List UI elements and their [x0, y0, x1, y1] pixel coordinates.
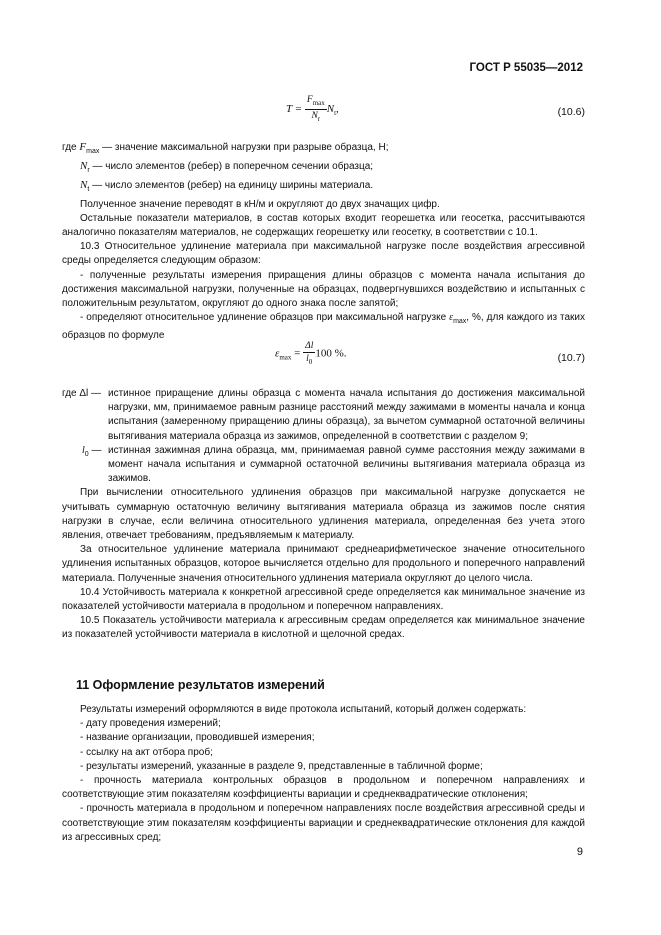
paragraph: Остальные показатели материалов, в состав которых входит георешетка или геосетка, рассчитываются аналогично показателям материалов, не содержащих георешетку или геосетку, в соответствии с 10.1. — [62, 212, 585, 239]
paragraph: Результаты измерений оформляются в виде протокола испытаний, который должен содержать: — [80, 704, 527, 715]
def-delta-l: где Δl — истинное приращение длины образца с момента начала испытания до достижения максимальной нагрузки, мм, принимаемое равным разнице расстояний между зажимами в моменты начала и конца испытания (замеренному приращению длины образца), за вычетом суммарной остаточной величины вытягивания материала образца из зажимов, определенной в соответствии с разделом 9; — [62, 388, 585, 442]
formula-10-7: $\varepsilon_{max}$ = $\frac{\Delta l}{l_0}$ 100 %. (10.7) — [275, 341, 585, 366]
definitions-10-7 — [62, 387, 585, 643]
list-item: - ссылку на акт отбора проб; — [80, 746, 213, 758]
paragraph: - полученные результаты измерения приращения длины образцов с момента начала испытания до достижения максимальной нагрузки, полученные на образцах, подвергнувшихся воздействию и испытанных с положительным результатом, округляют до одного знака после запятой; — [62, 269, 585, 310]
paragraph: Полученное значение переводят в кН/м и округляют до двух значащих цифр. — [80, 198, 440, 210]
formula-fraction: $\frac{\Delta l}{l_0}$ — [305, 341, 314, 366]
paragraph: За относительное удлинение материала принимают среднеарифметическое значение относительного удлинения испытанных образцов, которое вычисляется отдельно для продольного и поперечного направлений материала. Полученные значения относительного удлинения материала округляют до целого числа. — [62, 544, 585, 584]
def-l0: $l_0$ — истинная зажимная длина образца, мм, принимаемая равной сумме расстояния между зажимами в момент начала испытания и суммарной остаточной величины вытягивания материала образца из зажимов. — [82, 444, 585, 485]
list-item: - название организации, проводившей измерения; — [80, 732, 315, 744]
definitions-10-6 — [62, 140, 585, 344]
section-title: 11 Оформление результатов измерений — [76, 678, 325, 692]
formula-10-6: T = $\frac{F_{max}}{N_r}$ $N_t$, (10.6) — [286, 95, 585, 123]
def-nr: $N_r$ — число элементов (ребер) в поперечном сечении образца; — [80, 160, 374, 175]
def-fmax: где $F_{max}$ — значение максимальной нагрузки при разрыве образца, Н; — [62, 141, 389, 155]
page-number: 9 — [576, 846, 583, 858]
formula-number: (10.7) — [557, 352, 585, 364]
paragraph: 10.4 Устойчивость материала к конкретной агрессивной среде определяется как минимальное значение из показателей устойчивости материала в продольном и поперечном направлениях. — [62, 586, 585, 613]
def-nt: $N_t$ — число элементов (ребер) на единицу ширины материала. — [80, 179, 374, 194]
formula-fraction: $\frac{F_{max}}{N_r}$ — [306, 95, 325, 123]
formula-lhs: T = — [286, 102, 303, 115]
paragraph: 10.3 Относительное удлинение материала при максимальной нагрузке после воздействия агрессивной среды определяется следующим образом: — [62, 241, 585, 267]
paragraph: 10.5 Показатель устойчивости материала к агрессивным средам определяется как минимальное значение из показателей устойчивости материала в кислотной и щелочной средах. — [62, 615, 585, 641]
standard-header: ГОСТ Р 55035—2012 — [469, 62, 583, 74]
list-item: - результаты измерений, указанные в разделе 9, представленные в табличной форме; — [80, 760, 483, 772]
section-11-body — [62, 703, 585, 845]
list-item: - прочность материала в продольном и поперечном направлениях после воздействия агрессивной среды и соответствующие этим показателям коэффициенты вариации и среднеквадратические отклонения для каждой из агрессивных сред; — [62, 803, 585, 843]
paragraph: При вычислении относительного удлинения образцов при максимальной нагрузке допускается не учитывать суммарную остаточную величину вытягивания материала образца из зажимов после снятия нагрузки в случае, если величина относительного удлинения материала, определенная без учета этого явления, отвечает требованиям, предъявляемым к материалу. — [62, 487, 585, 542]
list-item: - прочность материала контрольных образцов в продольном и поперечном направлениях и соответствующие этим показателям коэффициенты вариации и среднеквадратические отклонения; — [62, 775, 585, 801]
list-item: - дату проведения измерений; — [80, 718, 221, 730]
paragraph: - определяют относительное удлинение образцов при максимальной нагрузке $\varepsilon_{max}$, %, для каждого из таких образцов по формуле — [62, 312, 585, 342]
formula-number: (10.6) — [557, 106, 585, 118]
